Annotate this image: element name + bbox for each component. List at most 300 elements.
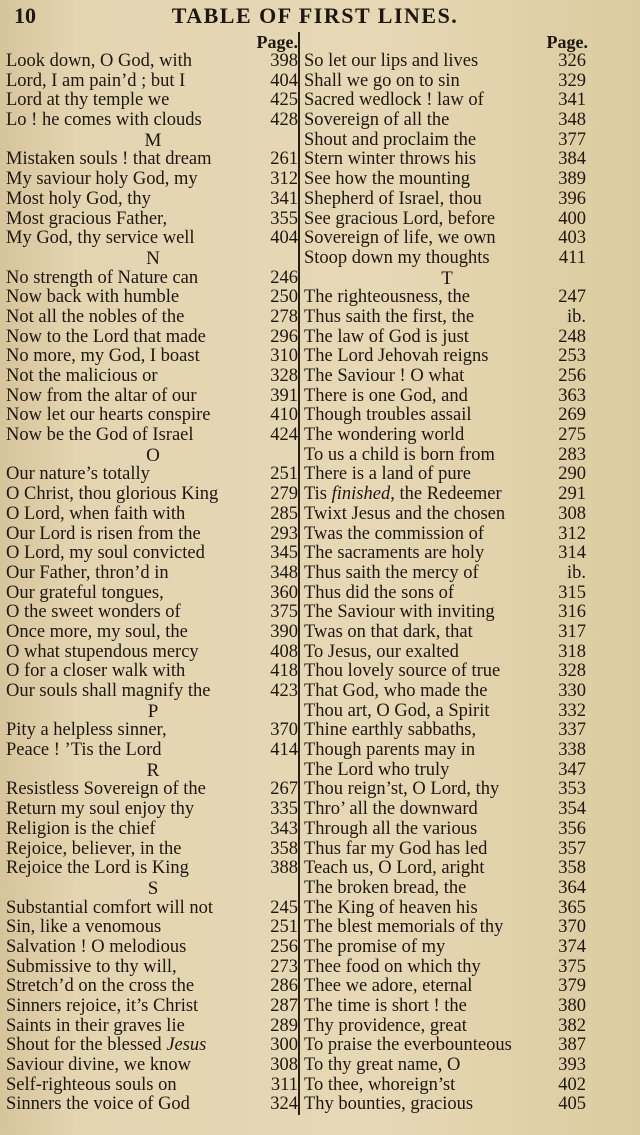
first-line [304,820,477,840]
first-line-text: Stoop down my thoughts [304,248,490,268]
page-number: 10 [14,3,36,28]
first-line [304,505,505,525]
index-entry [6,91,300,111]
first-line-text: Our Father, thron’d in [6,563,169,583]
first-line [304,347,488,367]
first-line [304,682,487,702]
page-reference: 315 [558,582,586,603]
first-line-text: Sinners rejoice, it’s Christ [6,997,199,1016]
section-letter: S [147,877,159,899]
first-line [6,820,156,840]
first-line-text: So let our lips and lives [304,52,479,71]
first-line-text: To thee, whoreign’st [304,1075,456,1095]
page-reference: 246 [270,267,298,288]
page-reference: 278 [270,306,298,327]
page-reference: 287 [270,996,298,1016]
page-reference: 332 [558,700,586,721]
index-entry [300,662,590,682]
page-reference: 414 [270,740,298,761]
page-reference: 423 [270,681,298,701]
section-letter: T [441,267,453,289]
first-line-text: Twixt Jesus and the chosen [304,504,506,524]
first-line-text: O for a closer walk with [6,662,186,682]
index-entry [300,564,590,584]
first-line-text: The promise of my [304,937,446,957]
index-entry [300,150,590,170]
index-entry [300,426,590,446]
index-entry [6,741,300,761]
index-entry [300,899,590,919]
page-reference: 245 [270,897,298,918]
index-entry [300,1036,590,1056]
index-entry [6,367,300,387]
index-entry [6,603,300,623]
index-entry [6,269,300,289]
index-entry [300,918,590,938]
index-entry [6,643,300,663]
first-line-text: The King of heaven his [304,898,478,918]
first-line-text: Saints in their graves lie [6,1016,185,1036]
page-reference: 317 [558,621,586,642]
page-reference: 300 [270,1035,298,1056]
page-reference: 408 [270,641,298,662]
page-reference: 250 [270,287,298,308]
first-line [304,1056,460,1076]
index-entry [6,387,300,407]
page-reference: 341 [558,90,586,111]
first-line-text: Thee we adore, eternal [304,977,473,997]
first-line-text: Our souls shall magnify the [6,682,211,701]
index-entry [300,938,590,958]
first-line [304,525,484,545]
first-line [6,584,164,604]
index-entry [300,1017,590,1037]
page-reference: 256 [270,936,298,957]
first-line-text: The Saviour ! O what [304,367,465,386]
page-reference: 289 [270,1015,298,1036]
first-line-text: There is a land of pure [304,465,471,485]
index-entry [300,623,590,643]
first-line [6,308,184,328]
page-reference: 418 [270,661,298,682]
first-line-text: Thus saith the first, the [304,307,475,327]
index-entry [6,682,300,702]
page-reference: 285 [270,503,298,524]
index-entry [300,1056,590,1076]
page-reference: 308 [270,1055,298,1076]
page-reference: 345 [270,543,298,564]
page-reference: 370 [270,720,298,741]
first-line-text: The time is short ! the [304,997,467,1016]
section-letter: O [146,444,160,466]
first-line-text: Submissive to thy will, [6,957,177,977]
first-line [6,406,210,426]
first-line-text: No strength of Nature can [6,268,199,288]
first-line-text: Saviour divine, we know [6,1056,191,1076]
first-line [6,997,198,1017]
first-line [6,91,169,111]
index-entry [6,288,300,308]
first-line [6,603,181,623]
first-line-text: Rejoice, believer, in the [6,839,182,859]
page-reference: 338 [558,740,586,761]
index-entry [6,840,300,860]
first-line-text: Thus far my God has led [304,839,488,859]
first-line [304,702,490,722]
first-line [304,485,502,505]
index-entry [300,820,590,840]
first-line [304,406,472,426]
index-entry [6,859,300,879]
first-line [304,111,449,131]
first-line-text-after: , the Redeemer [390,485,502,505]
first-line [6,170,198,190]
index-entry [6,328,300,348]
first-line [6,977,194,997]
first-line-text: Thou art, O God, a Spirit [304,701,490,721]
first-line [304,741,475,761]
first-line-text: The sacraments are holy [304,544,485,564]
page-reference: 355 [270,208,298,229]
first-line-text: Sacred wedlock ! law of [304,91,484,111]
first-line-text: Self-righteous souls on [6,1075,177,1095]
first-line [6,958,177,978]
page-reference: 402 [558,1074,586,1095]
first-line-text: Lord, I am pain’d ; but I [6,71,186,91]
page-reference: 379 [558,976,586,997]
first-line-text: Stern winter throws his [304,150,477,170]
first-line [304,52,478,72]
index-entry [6,997,300,1017]
index-entry [6,170,300,190]
first-line [304,564,479,584]
first-line [304,1036,512,1056]
first-line [304,800,478,820]
first-line-text: The broken bread, the [304,878,467,898]
page-reference: 358 [270,838,298,859]
index-entry [6,899,300,919]
page-reference: 318 [558,641,586,662]
first-line [6,52,192,72]
index-entry [6,800,300,820]
index-entry [6,229,300,249]
page-reference: 354 [558,799,586,820]
first-line-text: Sin, like a venomous [6,918,162,938]
page-reference: 391 [270,385,298,406]
first-line [6,1017,185,1037]
first-line [6,662,185,682]
first-line-text: See gracious Lord, before [304,209,496,229]
first-line [304,367,464,387]
first-line-text: Not the malicious or [6,367,158,386]
first-line [304,288,470,308]
first-line [304,997,467,1017]
first-line [6,899,213,919]
first-line-text: Most holy God, thy [6,189,151,209]
first-line [6,269,198,289]
index-entry [300,91,590,111]
first-line [304,1076,455,1096]
first-line [304,229,496,249]
index-entry [6,111,300,131]
first-line [6,367,158,387]
first-line-text: Substantial comfort will not [6,898,214,918]
first-line [6,721,167,741]
first-line-text: Thou reign’st, O Lord, thy [304,780,500,800]
index-entry [300,52,590,72]
page-reference: 326 [558,51,586,71]
index-entry [300,229,590,249]
index-entry [6,544,300,564]
index-entry [300,958,590,978]
index-entry [300,584,590,604]
page-reference: 375 [558,956,586,977]
page-reference: 328 [558,661,586,682]
index-entry [300,387,590,407]
first-line [6,544,205,564]
first-line-text: Through all the various [304,819,478,839]
page-reference: 248 [558,326,586,347]
page-reference: 404 [270,228,298,249]
page-reference: 382 [558,1015,586,1036]
first-line [304,721,476,741]
first-line-text: Now back with humble [6,288,180,308]
index-entry [6,977,300,997]
first-line [6,1076,177,1096]
first-line [304,840,487,860]
first-line-text: See how the mounting [304,170,470,190]
page-reference: 253 [558,346,586,367]
first-line [6,800,194,820]
index-entry [6,918,300,938]
page-reference: 390 [270,621,298,642]
index-entry [300,111,590,131]
first-line [6,1036,206,1056]
page-reference: 256 [558,366,586,386]
first-line-text: Our Lord is risen from the [6,524,201,544]
first-line-text: Now from the altar of our [6,386,197,406]
index-entry [300,210,590,230]
page-reference: 389 [558,169,586,190]
page-reference: 283 [558,444,586,465]
first-line [6,682,211,702]
first-line [304,584,454,604]
index-entry [6,1076,300,1096]
index-entry [300,1076,590,1096]
page-reference: 353 [558,779,586,800]
first-line [304,780,499,800]
first-line-text: Thus saith the mercy of [304,563,479,583]
first-line-text: Religion is the chief [6,819,156,839]
left-column [6,32,300,1115]
first-line [304,977,472,997]
first-line [304,899,478,919]
first-line-text: Twas the commission of [304,524,485,544]
first-line-text: The blest memorials of thy [304,918,504,938]
index-entry [6,505,300,525]
first-line [6,918,161,938]
index-entry [300,643,590,663]
first-line-text: Salvation ! O melodious [6,937,187,957]
first-line [304,328,469,348]
first-line-text: Pity a helpless sinner, [6,721,167,741]
page-reference: 364 [558,877,586,898]
first-line-text: Sovereign of life, we own [304,229,496,249]
index-entry [300,170,590,190]
page-reference: 396 [558,188,586,209]
page-reference: 329 [558,70,586,91]
index-entry [300,721,590,741]
index-entry [300,525,590,545]
page-reference: 296 [270,326,298,347]
index-entry [300,249,590,269]
first-line [6,840,181,860]
first-line-text: Shall we go on to sin [304,71,460,91]
index-entry [300,879,590,899]
page-reference: 308 [558,503,586,524]
index-entry [300,761,590,781]
first-line-text: O the sweet wonders of [6,603,181,623]
first-line-text: To praise the everbounteous [304,1036,512,1056]
page-title: TABLE OF FIRST LINES. [171,3,459,28]
first-line-text: Resistless Sovereign of the [6,780,206,800]
index-entry [6,52,300,72]
page-reference: 290 [558,464,586,485]
first-line [6,1056,191,1076]
index-entry [300,603,590,623]
first-line-text: Though parents may in [304,741,476,761]
first-line [6,210,167,230]
index-entry [6,584,300,604]
page-reference: 343 [270,818,298,839]
first-line-text: Thy bounties, gracious [304,1095,474,1115]
index-entry [6,780,300,800]
first-line-text: There is one God, and [304,386,468,406]
page-reference: 314 [558,543,586,564]
index-entry [6,426,300,446]
first-line-text: That God, who made the [304,682,488,701]
page-reference: 291 [558,484,586,505]
first-line-text: Once more, my soul, the [6,622,188,642]
page-reference: 380 [558,996,586,1016]
page-reference: ib. [566,306,586,327]
first-line-text: Now let our hearts conspire [6,406,211,426]
first-line-text: Thine earthly sabbaths, [304,721,477,741]
index-entry [6,1017,300,1037]
first-line [304,131,476,151]
page-reference: 261 [270,149,298,170]
first-line [304,918,503,938]
page-reference: 388 [270,858,298,879]
first-line [6,564,169,584]
page-reference: 324 [270,1094,298,1115]
first-line [304,249,490,269]
page-reference: 384 [558,149,586,170]
first-line-text: Not all the nobles of the [6,307,185,327]
first-line [304,662,500,682]
first-line-text: The Lord who truly [304,760,450,780]
page-reference: 411 [558,247,586,268]
right-column [298,32,590,1115]
page-reference: 365 [558,897,586,918]
first-line-text: Stretch’d on the cross the [6,977,195,997]
first-line [6,387,197,407]
first-line-italic: finished [331,485,391,505]
section-letter: N [146,247,160,269]
first-line [6,72,185,92]
page-reference: 404 [270,70,298,91]
index-entry [6,564,300,584]
index-entry [300,367,590,387]
index-entry [6,465,300,485]
first-line-text: To us a child is born from [304,445,495,465]
first-line [304,761,449,781]
first-line [304,958,481,978]
first-line [304,879,466,899]
first-line-text: O Lord, my soul convicted [6,544,205,564]
first-line-text: Peace ! ’Tis the Lord [6,741,162,761]
first-line-text: O Christ, thou glorious King [6,485,219,505]
page-reference: 357 [558,838,586,859]
first-line-text: Rejoice the Lord is King [6,859,189,879]
first-line-text: Sinners the voice of God [6,1095,190,1115]
section-letter: R [146,759,160,781]
index-entry [300,840,590,860]
first-line [6,643,199,663]
page-reference: 337 [558,720,586,741]
first-line [6,288,179,308]
first-line-text: Thy providence, great [304,1016,467,1036]
index-entry [300,505,590,525]
first-line [304,938,445,958]
index-entry [300,859,590,879]
first-line-text: Thro’ all the downward [304,800,478,820]
first-line [6,780,206,800]
first-line-text: Tis [304,485,332,505]
page-reference: 424 [270,425,298,446]
page-reference: 363 [558,385,586,406]
first-line-text: Now to the Lord that made [6,327,206,347]
first-line-text: Though troubles assail [304,406,472,426]
first-line [6,347,200,367]
first-line-text: Lo ! he comes with clouds [6,111,202,131]
first-line-text: To thy great name, O [304,1056,461,1076]
page-reference: 400 [558,208,586,229]
first-line-text: To Jesus, our exalted [304,642,459,662]
first-line-text: Look down, O God, with [6,52,193,71]
index-entry [300,682,590,702]
first-line [304,465,471,485]
first-line [304,643,459,663]
first-line-text: Lord at thy temple we [6,91,170,111]
page-reference: 360 [270,582,298,603]
page-reference: 348 [558,110,586,131]
first-line-text: My God, thy service well [6,229,195,249]
first-line [304,544,484,564]
first-line-text: Now be the God of Israel [6,426,194,446]
page-reference: 377 [558,129,586,150]
first-line-italic: Jesus [166,1036,207,1056]
page-reference: 374 [558,936,586,957]
first-line-text: Teach us, O Lord, aright [304,859,485,879]
first-line-text: Shout for the blessed [6,1036,167,1056]
page-reference: 403 [558,228,586,249]
first-line [304,446,495,466]
page-reference: 330 [558,681,586,701]
index-entry [6,662,300,682]
index-entry [6,958,300,978]
first-line-text: Twas on that dark, that [304,622,473,642]
